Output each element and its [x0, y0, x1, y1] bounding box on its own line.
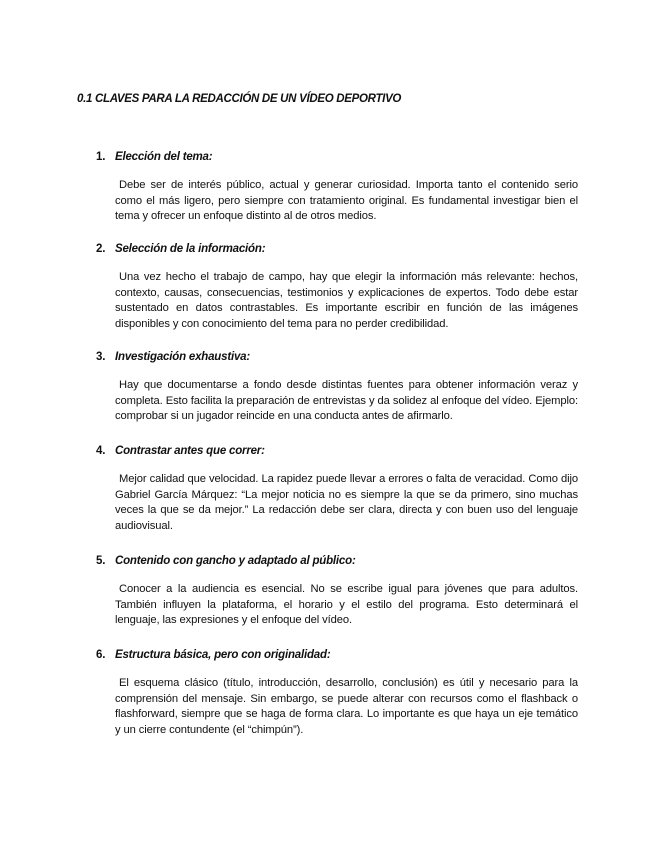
section-heading-text: Estructura básica, pero con originalidad:: [115, 649, 331, 661]
section-heading: [96, 149, 578, 165]
section-eleccion-tema: [96, 149, 578, 225]
section-number: 1.: [96, 151, 106, 163]
section-number: 4.: [96, 445, 106, 457]
section-number: 3.: [96, 351, 106, 363]
section-number: 2.: [96, 243, 106, 255]
section-heading-text: Contenido con gancho y adaptado al público:: [115, 555, 356, 567]
section-body: Conocer a la audiencia es esencial. No se escribe igual para jóvenes que para adultos. También influyen la plataforma, el horario y el estilo del programa. Esto determinará el lenguaje, las expresiones y el enfoque del vídeo.: [115, 583, 578, 627]
section-body: Hay que documentarse a fondo desde distintas fuentes para obtener información veraz y completa. Esto facilita la preparación de entrevistas y da solidez al enfoque del vídeo. Ejemplo: comprobar si un jugador reincide en una conducta antes de afirmarlo.: [115, 379, 578, 423]
section-number: 5.: [96, 555, 106, 567]
document-title: 0.1 CLAVES PARA LA REDACCIÓN DE UN VÍDEO DEPORTIVO: [77, 93, 402, 105]
section-body: Una vez hecho el trabajo de campo, hay que elegir la información más relevante: hechos, contexto, causas, consecuencias, testimonios y explicaciones de expertos. Todo debe estar sustentado en datos contrastables. Es importante escribir en función de las imágenes disponibles y con conocimiento del tema para no perder credibilidad.: [115, 271, 578, 330]
section-estructura: [96, 647, 578, 738]
section-body: Debe ser de interés público, actual y generar curiosidad. Importa tanto el contenido serio como el más ligero, pero siempre con tratamiento original. Es fundamental investigar bien el tema y ofrecer un enfoque distinto al de otros medios.: [115, 179, 578, 223]
section-heading: [96, 647, 578, 663]
section-heading-text: Elección del tema:: [115, 151, 213, 163]
section-number: 6.: [96, 649, 106, 661]
section-heading-text: Selección de la información:: [115, 243, 266, 255]
section-heading: [96, 443, 578, 459]
section-heading-text: Investigación exhaustiva:: [115, 351, 250, 363]
section-body: El esquema clásico (título, introducción, desarrollo, conclusión) es útil y necesario para la comprensión del mensaje. Sin embargo, se puede alterar con recursos como el flashback o flashforward, siempre que se haga de forma clara. Lo importante es que haya un eje temático y un cierre contundente (el “chimpún”).: [115, 677, 578, 736]
section-investigacion: [96, 349, 578, 425]
section-heading-text: Contrastar antes que correr:: [115, 445, 265, 457]
section-heading: [96, 349, 578, 365]
section-body: Mejor calidad que velocidad. La rapidez puede llevar a errores o falta de veracidad. Como dijo Gabriel García Márquez: “La mejor noticia no es siempre la que se da primero, sino muchas veces la que se da mejor.” La redacción debe ser clara, directa y con buen uso del lenguaje audiovisual.: [115, 473, 578, 532]
section-contrastar: [96, 443, 578, 534]
section-contenido-gancho: [96, 553, 578, 629]
section-heading: [96, 241, 578, 257]
section-heading: [96, 553, 578, 569]
section-seleccion-informacion: [96, 241, 578, 332]
